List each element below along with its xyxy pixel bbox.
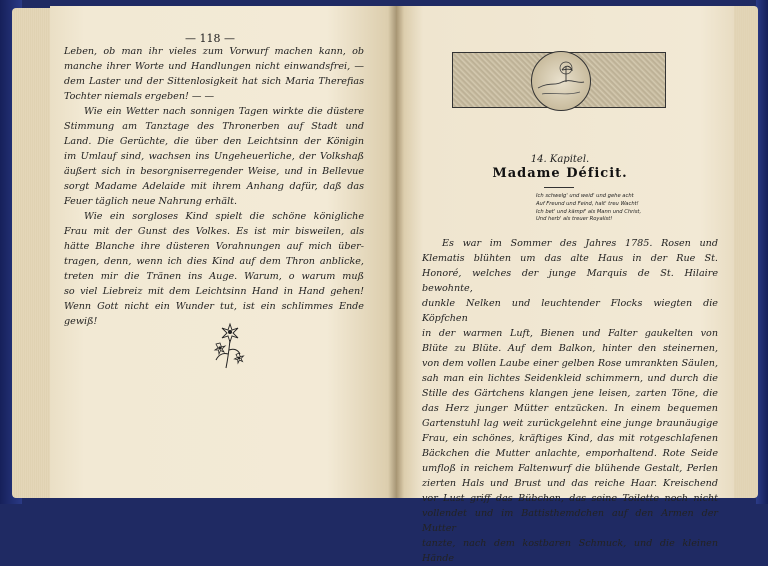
text-line: umfloß in reichem Faltenwurf die blühende Gestalt, Perlen xyxy=(422,463,718,474)
text-line: dunkle Nelken und leuchtender Flocks wiegten die Köpfchen xyxy=(422,298,718,324)
epigraph-line: Ich schwelg' und weid' und gehe acht xyxy=(536,193,634,199)
text-line: vollendet und im Battisthemdchen auf den Armen der Mutter xyxy=(422,508,718,534)
text-line: manche ihrer Worte und Handlungen nicht einwandsfrei, — xyxy=(64,61,364,72)
text-line: Wie ein Wetter nach sonnigen Tagen wirkte die düstere xyxy=(84,106,364,117)
text-line: Es war im Sommer des Jahres 1785. Rosen und xyxy=(442,238,718,249)
chapter-number: 14. Kapitel. xyxy=(530,154,590,165)
text-line: so viel Liebreiz mit dem Leichtsinn Hand in Hand gehen! xyxy=(64,286,364,297)
text-line: Frau, ein schönes, kräftiges Kind, das mit rotgeschlafenen xyxy=(422,433,718,444)
epigraph-line: Und herb' als treuer Royalist! xyxy=(536,216,613,223)
text-line: Leben, ob man ihr vieles zum Vorwurf machen kann, ob xyxy=(64,46,364,57)
epigraph-line: Auf Freund und Feind, halt' treu Wacht! xyxy=(536,200,639,207)
text-line: zierten Hals und Brust und das reiche Haar. Kreischend xyxy=(422,478,718,489)
text-line: Wie ein sorgloses Kind spielt die schöne königliche xyxy=(84,211,364,222)
text-line: vor Lust griff das Bübchen, das seine Toilette noch nicht xyxy=(422,493,718,504)
text-line: im Umlauf sind, wachsen ins Ungeheuerliche, der Volkshaß xyxy=(64,151,364,162)
landscape-medallion-vignette-icon xyxy=(452,52,666,108)
right-page-text xyxy=(422,236,718,566)
text-line: sorgt Madame Adelaide mit ihrem Anhang dafür, daß das xyxy=(64,181,364,192)
landscape-icon xyxy=(532,52,590,110)
edelweiss-flower-ornament-icon xyxy=(212,320,248,370)
text-line: in der warmen Luft, Bienen und Falter gaukelten von xyxy=(422,328,718,339)
text-line: treten mir die Tränen ins Auge. Warum, o warum muß xyxy=(64,271,364,282)
chapter-title: Madame Déficit. xyxy=(492,166,628,181)
page-number: — 118 — xyxy=(185,32,235,45)
text-line: das Herz junger Mütter entzücken. In einem bequemen xyxy=(422,403,718,414)
text-line: Klematis blühten um das alte Haus in der Rue St. xyxy=(422,253,718,264)
text-line: gewiß! xyxy=(64,316,98,327)
page-edges-right xyxy=(732,6,758,498)
text-line: tanzte, nach dem kostbaren Schmuck, und die kleinen Hände xyxy=(422,538,718,564)
text-line: tragen, denn, wenn ich dies Kind auf dem Thron anblicke, xyxy=(64,256,364,267)
text-line: Blüte zu Blüte. Auf dem Balkon, hinter den steinernen, xyxy=(422,343,718,354)
text-line: Wenn Gott nicht ein Wunder tut, ist ein schlimmes Ende xyxy=(64,301,364,312)
page-edges-left xyxy=(12,8,52,498)
text-line: äußert sich in besorgniserregender Weise, und in Bellevue xyxy=(64,166,364,177)
epigraph-line: Ich bet' und kämpf' als Mann und Christ, xyxy=(536,208,642,215)
book-gutter xyxy=(388,6,404,498)
text-line: hätte Blanche ihre düsteren Vorahnungen auf mich über- xyxy=(64,241,364,252)
text-line: Land. Die Gerüchte, die über den Leichtsinn der Königin xyxy=(64,136,364,147)
text-line: Frau mit der Gunst des Volkes. Es ist mir bisweilen, als xyxy=(64,226,364,237)
epigraph xyxy=(536,193,724,224)
text-line: Feuer täglich neue Nahrung erhält. xyxy=(64,196,238,207)
text-line: Stimmung am Tanztage des Thronerben auf Stadt und xyxy=(64,121,364,132)
vignette-medallion xyxy=(531,51,591,111)
text-line: Stille des Gärtchens klangen jene leisen, zarten Töne, die xyxy=(422,388,718,399)
left-page-text xyxy=(64,44,364,329)
text-line: dem Laster und der Sittenlosigkeit hat sich Maria Therefias xyxy=(64,76,364,87)
title-rule-divider xyxy=(544,187,574,188)
text-line: sah man ein lichtes Seidenkleid schimmern, und durch die xyxy=(422,373,718,384)
text-line: Honoré, welches der junge Marquis de St. Hilaire bewohnte, xyxy=(422,268,718,294)
text-line: Gartenstuhl lag weit zurückgelehnt eine junge braunäugige xyxy=(422,418,718,429)
text-line: Tochter niemals ergeben! — — xyxy=(64,91,215,102)
text-line: Bäckchen die Mutter anlachte, emporhaltend. Rote Seide xyxy=(422,448,718,459)
text-line: von dem vollen Laube einer gelben Rose umrankten Säulen, xyxy=(422,358,718,369)
